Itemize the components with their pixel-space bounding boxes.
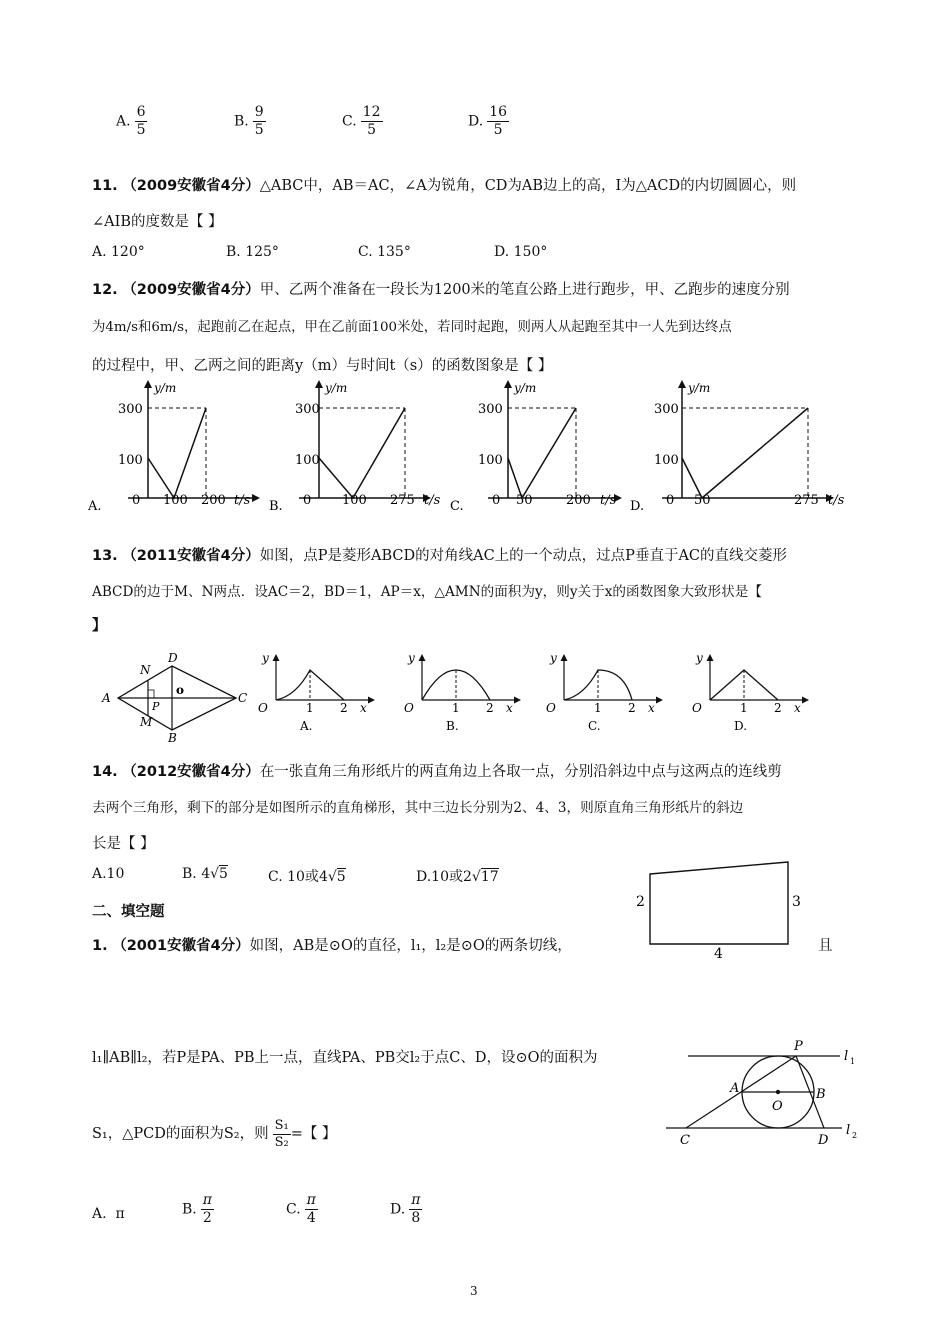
q14-option-b: B. 4√5 — [182, 866, 228, 882]
q12-graph-b-label: B. — [269, 499, 283, 514]
q14-option-d: D.10或2√17 — [416, 869, 499, 885]
svg-text:y: y — [262, 651, 269, 665]
svg-text:M: M — [140, 715, 153, 729]
f1-line2: l₁∥AB∥l₂，若P是PA、PB上一点，直线PA、PB交l₂于点C、D，设⊙O的面积为 — [92, 1050, 598, 1066]
q12-graph-c — [450, 380, 622, 514]
svg-text:100: 100 — [295, 453, 320, 468]
svg-text:x: x — [360, 701, 367, 715]
q13-figures — [96, 648, 856, 744]
q13-line2: ABCD的边于M、N两点．设AC＝2，BD＝1，AP＝x，△AMN的面积为y，则y关于x的函数图象大致形状是【 — [92, 584, 762, 600]
svg-text:100: 100 — [654, 453, 679, 468]
svg-text:C: C — [680, 1133, 690, 1148]
svg-text:300: 300 — [118, 402, 143, 417]
q13-line3: 】 — [92, 618, 107, 634]
f1-circle-figure — [660, 1030, 870, 1156]
svg-text:200: 200 — [566, 493, 591, 508]
q12-graph-a-label: A. — [88, 499, 102, 514]
svg-text:2: 2 — [628, 701, 636, 715]
svg-text:1: 1 — [594, 701, 602, 715]
svg-text:2: 2 — [852, 1131, 858, 1140]
svg-text:100: 100 — [342, 493, 367, 508]
q12-graph-d-label: D. — [630, 499, 645, 514]
svg-text:50: 50 — [694, 493, 711, 508]
svg-text:A.: A. — [300, 719, 313, 733]
svg-text:x: x — [794, 701, 801, 715]
svg-text:0: 0 — [132, 493, 141, 508]
svg-text:A: A — [102, 691, 111, 705]
svg-text:O: O — [258, 701, 268, 715]
svg-text:C.: C. — [588, 719, 601, 733]
q12-graph-b — [269, 380, 441, 514]
svg-text:y: y — [408, 651, 415, 665]
section2-title: 二、填空题 — [92, 904, 165, 920]
q10-option-d: D. $\frac{16}{5}$ — [468, 104, 508, 138]
svg-text:y: y — [696, 651, 703, 665]
svg-text:x: x — [648, 701, 655, 715]
f1-option-b: B. $\frac{\pi}{2}$ — [182, 1192, 212, 1226]
svg-text:2: 2 — [636, 894, 645, 910]
svg-text:275: 275 — [794, 493, 819, 508]
svg-text:300: 300 — [295, 402, 320, 417]
f1-option-c: C. $\frac{\pi}{4}$ — [286, 1192, 316, 1226]
q11-line2: ∠AIB的度数是【 】 — [92, 214, 223, 230]
q10-option-c: C. $\frac{12}{5}$ — [342, 104, 381, 138]
f1-line1: 1. （2001安徽省4分）如图，AB是⊙O的直径，l₁，l₂是⊙O的两条切线， — [92, 938, 572, 954]
svg-text:y: y — [550, 651, 557, 665]
svg-text:y/m: y/m — [154, 381, 177, 395]
svg-text:D: D — [168, 651, 178, 665]
q11-line1: 11. （2009安徽省4分）△ABC中，AB＝AC，∠A为锐角，CD为AB边上的高，I为△ACD的内切圆圆心，则 — [92, 178, 797, 194]
svg-text:2: 2 — [774, 701, 782, 715]
svg-text:l: l — [844, 1049, 849, 1064]
svg-text:0: 0 — [666, 493, 675, 508]
q13-graph-a — [258, 651, 375, 733]
q10-option-a: A. $\frac{6}{5}$ — [116, 104, 146, 138]
svg-text:t/s: t/s — [424, 493, 441, 508]
q14-line1: 14. （2012安徽省4分）在一张直角三角形纸片的两直角边上各取一点，分别沿斜边中点与这两点的连线剪 — [92, 764, 782, 780]
q10-option-b: B. $\frac{9}{5}$ — [234, 104, 264, 138]
q14-option-a: A.10 — [92, 866, 125, 882]
svg-text:2: 2 — [486, 701, 494, 715]
svg-text:O: O — [546, 701, 556, 715]
svg-text:100: 100 — [118, 453, 143, 468]
q12-graph-a — [88, 380, 260, 514]
q12-line1: 12. （2009安徽省4分）甲、乙两个准备在一段长为1200米的笔直公路上进行跑步，甲、乙跑步的速度分别 — [92, 282, 790, 298]
svg-text:300: 300 — [478, 402, 503, 417]
svg-text:y/m: y/m — [688, 381, 711, 395]
q12-graph-c-label: C. — [450, 499, 464, 514]
q11-option-c: C. 135° — [358, 244, 411, 260]
svg-text:100: 100 — [163, 493, 188, 508]
q12-line3: 的过程中，甲、乙两之间的距离y（m）与时间t（s）的函数图象是【 】 — [92, 358, 553, 374]
svg-text:0: 0 — [492, 493, 501, 508]
svg-text:B.: B. — [446, 719, 459, 733]
svg-text:B: B — [816, 1087, 826, 1102]
q14-line3: 长是【 】 — [92, 836, 155, 852]
f1-option-a: A. π — [92, 1206, 125, 1222]
svg-text:t/s: t/s — [600, 493, 617, 508]
svg-text:300: 300 — [654, 402, 679, 417]
svg-text:0: 0 — [303, 493, 312, 508]
q12-line2: 为4m/s和6m/s，起跑前乙在起点，甲在乙前面100米处，若同时起跑，则两人从起跑至其中一人先到达终点 — [92, 320, 732, 335]
q13-graph-b — [404, 651, 521, 733]
q11-option-b: B. 125° — [226, 244, 279, 260]
f1-line3: S₁，△PCD的面积为S₂，则 $\frac{\text{S₁}}{\text{S₂}}$ =【 】 — [92, 1118, 337, 1150]
svg-text:y/m: y/m — [325, 381, 348, 395]
svg-text:1: 1 — [850, 1057, 856, 1066]
svg-text:2: 2 — [340, 701, 348, 715]
q13-line1: 13. （2011安徽省4分）如图，点P是菱形ABCD的对角线AC上的一个动点，过点P垂直于AC的直线交菱形 — [92, 548, 788, 564]
q12-graphs — [88, 378, 878, 518]
svg-text:3: 3 — [792, 894, 801, 910]
svg-text:C: C — [238, 691, 248, 705]
svg-text:x: x — [506, 701, 513, 715]
svg-text:y/m: y/m — [514, 381, 537, 395]
q13-graph-c — [546, 651, 663, 733]
svg-text:P: P — [152, 700, 160, 713]
q11-option-d: D. 150° — [494, 244, 548, 260]
q14-line2: 去两个三角形，剩下的部分是如图所示的直角梯形，其中三边长分别为2、4、3，则原直角三角形纸片的斜边 — [92, 800, 744, 816]
svg-text:B: B — [168, 731, 177, 744]
page-number: 3 — [470, 1284, 478, 1298]
q12-graph-d — [630, 380, 845, 514]
svg-text:4: 4 — [714, 946, 723, 962]
svg-text:o: o — [176, 683, 185, 697]
svg-text:1: 1 — [740, 701, 748, 715]
svg-text:1: 1 — [452, 701, 460, 715]
f1-option-d: D. $\frac{\pi}{8}$ — [390, 1192, 421, 1226]
svg-text:t/s: t/s — [828, 493, 845, 508]
svg-text:100: 100 — [478, 453, 503, 468]
svg-text:l: l — [846, 1123, 851, 1138]
svg-text:t/s: t/s — [234, 493, 251, 508]
q11-option-a: A. 120° — [92, 244, 145, 260]
q13-rhombus-figure — [101, 651, 247, 744]
svg-text:50: 50 — [516, 493, 533, 508]
svg-text:N: N — [140, 663, 151, 677]
svg-text:1: 1 — [306, 701, 314, 715]
f1-line1-end: 且 — [818, 938, 833, 954]
q14-option-c: C. 10或4√5 — [268, 869, 346, 885]
svg-text:275: 275 — [390, 493, 415, 508]
svg-text:O: O — [404, 701, 414, 715]
svg-text:200: 200 — [201, 493, 226, 508]
q13-graph-d — [692, 651, 809, 733]
svg-text:O: O — [692, 701, 702, 715]
svg-text:O: O — [772, 1099, 783, 1114]
svg-text:A: A — [730, 1081, 740, 1096]
svg-text:P: P — [794, 1039, 803, 1054]
svg-text:D.: D. — [734, 719, 748, 733]
svg-text:D: D — [818, 1133, 829, 1148]
